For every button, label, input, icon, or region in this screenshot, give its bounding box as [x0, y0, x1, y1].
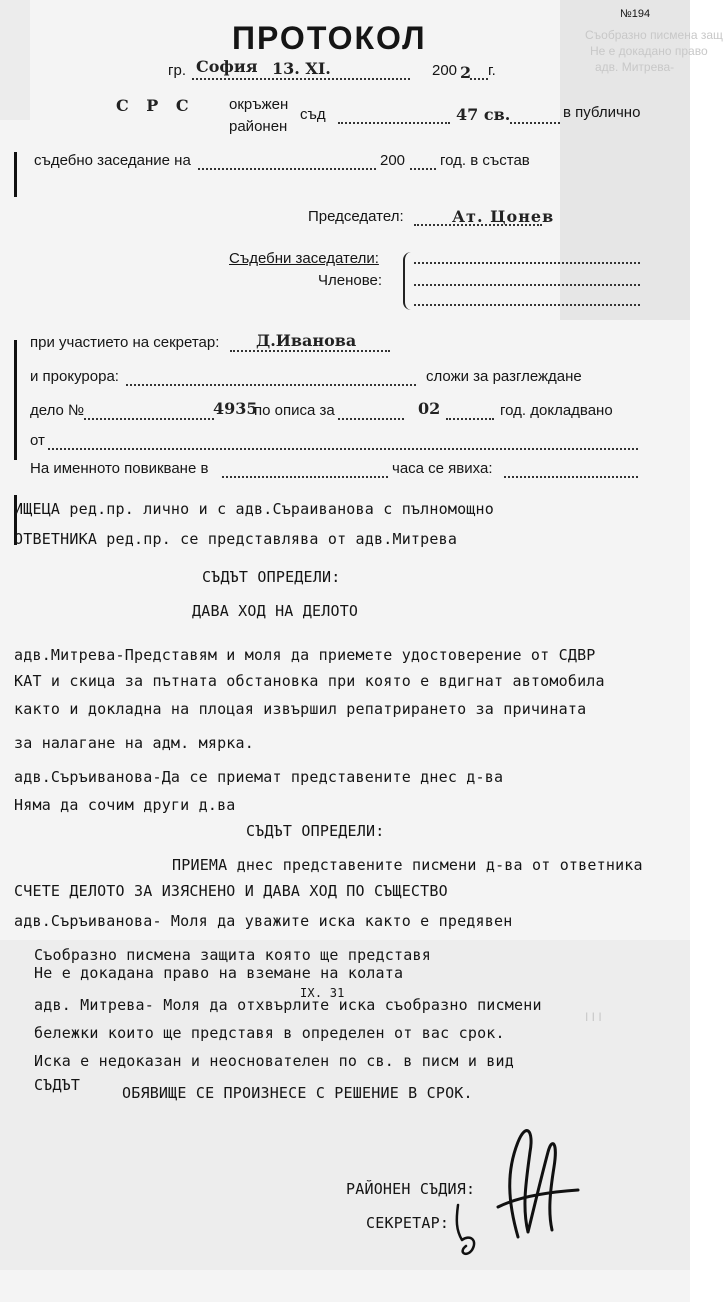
secretary-name: Д.Иванова [256, 331, 357, 350]
reported-label: год. докладвано [500, 402, 613, 419]
paragraph-line: адв. Митрева- Моля да отхвърлите иска съобразно писмени [34, 996, 542, 1014]
line-plaintiff: ИЩЕЦА ред.пр. лично и с адв.Съраиванова с пълномощно [14, 500, 494, 518]
jurors-label: Съдебни заседатели: [229, 250, 379, 267]
secretary-signature [448, 1200, 498, 1260]
document-number: №194 [620, 8, 651, 20]
prosecutor-label: и прокурора: [30, 368, 119, 385]
members-bracket [403, 252, 415, 310]
paragraph-line: за налагане на адм. мярка. [14, 734, 254, 752]
members-label: Членове: [318, 272, 383, 289]
from-label: от [30, 432, 45, 449]
paragraph-line: Иска е недоказан и неоснователен по св. в писм и вид [34, 1052, 514, 1070]
secretary-label: при участието на секретар: [30, 334, 220, 351]
case-label: дело № [30, 402, 85, 419]
inventory-label: по описа за [254, 402, 335, 419]
review-label: сложи за разглеждане [426, 368, 582, 385]
paragraph-line: IX. 31 [300, 986, 345, 1000]
paragraph-line: адв.Съръиванова-Да се приемат представените днес д-ва [14, 768, 504, 786]
date-value: 13. XI. [272, 59, 331, 78]
paragraph-line: Съобразно писмена защита която ще представя [34, 946, 431, 964]
chair-label: Председател: [308, 208, 404, 225]
case-number: 4935 [213, 399, 258, 418]
year-printed: 200 [432, 62, 458, 79]
paragraph-line: СЧЕТЕ ДЕЛОТО ЗА ИЗЯСНЕНО И ДАВА ХОД ПО СЪЩЕСТВО [14, 882, 448, 900]
margin-mark [14, 340, 17, 460]
paragraph-line: Няма да сочим други д.ва [14, 796, 236, 814]
district-court-label: окръжен [229, 96, 289, 113]
paragraph-line: ОБЯВИЩЕ СЕ ПРОИЗНЕСЕ С РЕШЕНИЕ В СРОК. [122, 1084, 473, 1102]
ruling-heading-2: СЪДЪТ ОПРЕДЕЛИ: [246, 822, 385, 840]
composition-label: год. в състав [440, 152, 530, 169]
paragraph-line: както и докладна на плоцая извършил репатрирането за причината [14, 700, 587, 718]
line-defendant: ОТВЕТНИКА ред.пр. се представлява от адв.Митрева [14, 530, 458, 548]
paragraph-line: бележки които ще представя в определен от вас срок. [34, 1024, 505, 1042]
ruling-text-1: ДАВА ХОД НА ДЕЛОТО [192, 602, 359, 620]
city-value: София [196, 57, 258, 76]
paragraph-line: адв.Съръиванова- Моля да уважите иска както е предявен [14, 912, 513, 930]
margin-mark [14, 152, 17, 197]
session-year: 200 [380, 152, 406, 169]
session-label: съдебно заседание на [34, 152, 191, 169]
court-code: С Р С [116, 96, 195, 115]
chair-name: Ат. Цонев [452, 207, 555, 226]
document-page: Съобразно писмена защ Не е докадано право адв. Митрева- І І І №194 ПРОТОКОЛ гр. София 13. XI. 200 2 г. С Р С окръжен съд районен 47 св. в публично съдебно заседание на 200 год. в състав Председател: Ат. Цонев Съдебни заседатели: Членове: при участието на секретар: Д.Иванова и прокурора: сложи за разглеждане дело № 4935 по описа за 02 год. докладвано от На именното повикване в часа се явиха: ИЩЕЦА ред.пр. лично и с адв.Съраиванова с пълномощно ОТВЕТНИКА ред.пр. се представлява от адв.Митрева СЪДЪТ ОПРЕДЕЛИ: ДАВА ХОД НА ДЕЛОТО адв.Митрева-Представям и моля да приемете удостоверение от СДВР КАТ и скица за пътната обстановка при която е вдигнат автомобила както и докладна на плоцая извършил репатрирането за причината за налагане на адм. мярка. адв.Съръиванова-Да се приемат представените днес д-ва Няма да сочим други д.ва СЪДЪТ ОПРЕДЕЛИ: ПРИЕМА днес представените писмени д-ва от ответника СЧЕТЕ ДЕЛОТО ЗА ИЗЯСНЕНО И ДАВА ХОД ПО СЪЩЕСТВО адв.Съръиванова- Моля да уважите иска както е предявен Съобразно писмена защита която ще представя Не е докадана право на вземане на колата IX. 31 адв. Митрева- Моля да отхвърлите иска съобразно писмени бележки които ще представя в определен от вас срок. Иска е недоказан и неоснователен по св. в писм и вид СЪДЪТ ОБЯВИЩЕ СЕ ПРОИЗНЕСЕ С РЕШЕНИЕ В СРОК. РАЙОНЕН СЪДИЯ: СЕКРЕТАР: [0, 0, 690, 1302]
appeared-label: часа се явиха: [392, 460, 493, 477]
regional-court-label: районен [229, 118, 288, 135]
judge-signature-label: РАЙОНЕН СЪДИЯ: [346, 1180, 476, 1198]
named-call-label: На именното повикване в [30, 460, 209, 477]
ruling-heading-1: СЪДЪТ ОПРЕДЕЛИ: [202, 568, 341, 586]
year-filled: 2 [460, 63, 472, 82]
paragraph-line: ПРИЕМА днес представените писмени д-ва от ответника [172, 856, 643, 874]
secretary-signature-label: СЕКРЕТАР: [366, 1214, 450, 1232]
document-title: ПРОТОКОЛ [232, 20, 427, 56]
chamber-value: 47 св. [456, 105, 511, 124]
paragraph-line: адв.Митрева-Представям и моля да приемете удостоверение от СДВР [14, 646, 596, 664]
paragraph-line: КАТ и скица за пътната обстановка при която е вдигнат автомобила [14, 672, 605, 690]
city-prefix: гр. [168, 62, 186, 79]
public-label: в публично [563, 104, 641, 121]
court-word: съд [300, 106, 326, 123]
court-label: СЪДЪТ [34, 1076, 81, 1094]
paragraph-line: Не е докадана право на вземане на колата [34, 964, 404, 982]
year-suffix: г. [488, 62, 496, 79]
inventory-year: 02 [418, 399, 441, 418]
